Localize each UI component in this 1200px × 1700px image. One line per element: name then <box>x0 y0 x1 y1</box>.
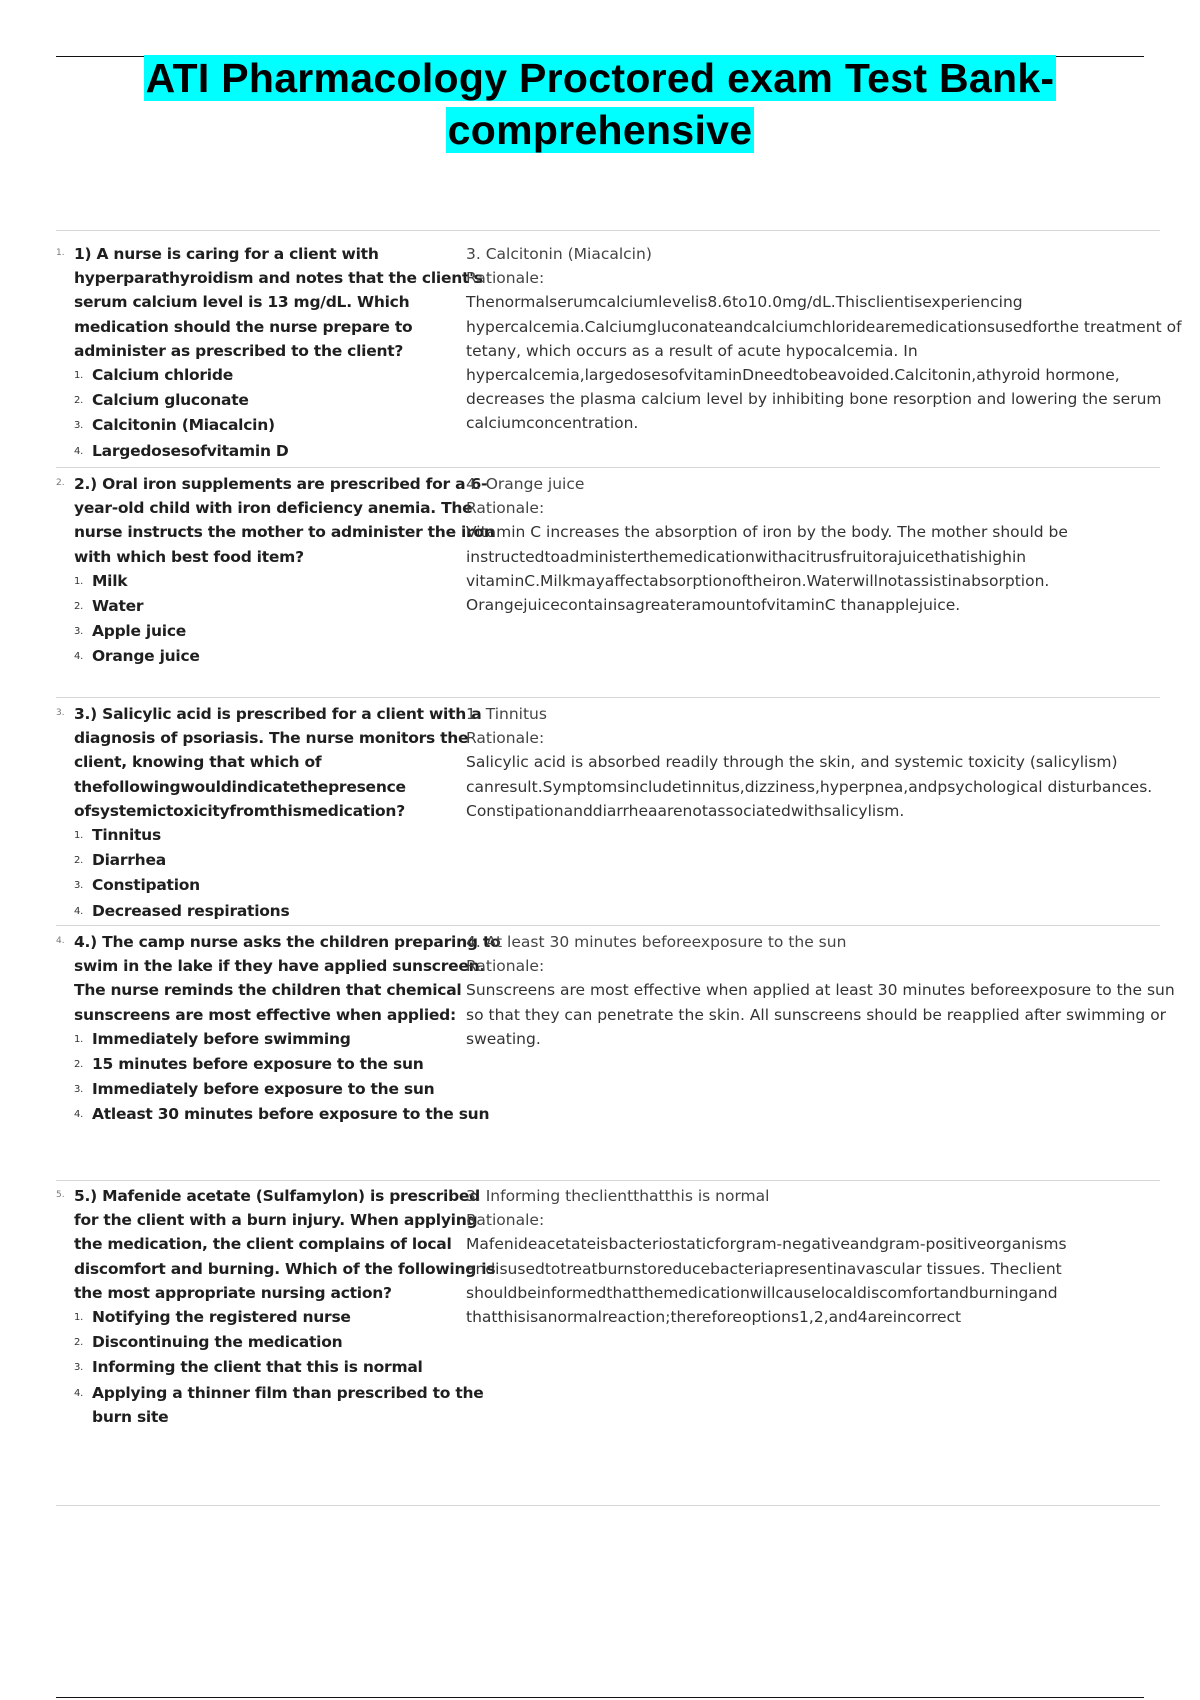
option-list <box>74 1027 504 1128</box>
bottom-rule <box>56 1697 1144 1698</box>
answer: 4. Orange juice <box>466 475 585 493</box>
option-text: Notifying the registered nurse <box>92 1308 351 1327</box>
option-item: 4. Applying a thinner film than prescribed to the burn site <box>74 1381 504 1429</box>
question <box>74 930 504 1128</box>
rationale-label: Rationale: <box>466 269 545 288</box>
rationale-text: Vitamin C increases the absorption of iron by the body. The mother should be instructedtoadministerthemedicationwithacitrusfruitorajuicethatishighin vitaminC.Milkmayaffectabsorptionoftheiron.Waterwillnotassistinabsorption. OrangejuicecontainsagreateramountofvitaminC thanapplejuice. <box>466 523 1068 615</box>
option-text: Immediately before swimming <box>92 1029 351 1048</box>
option-item: 4. Atleast 30 minutes before exposure to the sun <box>74 1102 504 1127</box>
option-text: Calcium gluconate <box>92 391 249 410</box>
option-text: Water <box>92 597 144 616</box>
title-line-2: comprehensive <box>447 107 753 153</box>
option-item: 1. Calcium chloride <box>74 363 504 388</box>
answer: 3. Informing theclientthatthis is normal <box>466 1187 770 1205</box>
rationale-label: Rationale: <box>466 729 545 748</box>
option-item: 3. Calcitonin (Miacalcin) <box>74 413 504 438</box>
option-text: Diarrhea <box>92 851 166 870</box>
question <box>74 472 504 670</box>
row-number: 5. <box>56 1190 65 1200</box>
option-text: Calcium chloride <box>92 366 233 385</box>
option-item: 2. 15 minutes before exposure to the sun <box>74 1052 504 1077</box>
row-number: 4. <box>56 936 65 946</box>
option-text: Calcitonin (Miacalcin) <box>92 416 275 435</box>
question <box>74 242 504 464</box>
option-item: 2. Discontinuing the medication <box>74 1330 504 1355</box>
option-text: Decreased respirations <box>92 901 290 920</box>
answer-block <box>466 702 1196 823</box>
answer-block <box>466 1184 1196 1329</box>
rationale-text: Sunscreens are most effective when applied at least 30 minutes beforeexposure to the sun so that they can penetrate the skin. All sunscreens should be reapplied after swimming or sweating. <box>466 981 1175 1048</box>
option-text: 15 minutes before exposure to the sun <box>92 1055 424 1074</box>
rationale-label: Rationale: <box>466 499 545 518</box>
row-number: 3. <box>56 708 65 718</box>
answer: 4. At least 30 minutes beforeexposure to the sun <box>466 933 847 951</box>
option-text: Constipation <box>92 876 200 895</box>
option-list <box>74 363 504 464</box>
row-separator <box>56 467 1160 468</box>
option-text: Discontinuing the medication <box>92 1333 343 1352</box>
question-prompt: 1) A nurse is caring for a client with hyperparathyroidism and notes that the client's serum calcium level is 13 mg/dL. Which medication should the nurse prepare to administer as prescribed to the client? <box>74 245 483 360</box>
rationale-text: Salicylic acid is absorbed readily through the skin, and systemic toxicity (salicylism) canresult.Symptomsincludetinnitus,dizziness,hyperpnea,andpsychological disturbances. Constipationanddiarrheaarenotassociatedwithsalicylism. <box>466 753 1153 820</box>
option-item: 4. Orange juice <box>74 644 504 669</box>
option-item: 1. Notifying the registered nurse <box>74 1305 504 1330</box>
answer-block <box>466 242 1196 436</box>
rationale-text: Thenormalserumcalciumlevelis8.6to10.0mg/dL.Thisclientisexperiencing hypercalcemia.Calciumgluconateandcalciumchloridearemedicationsusedforthe treatment of tetany, which occurs as a result of acute hypocalcemia. In hypercalcemia,largedosesofvitaminDneedtobeavoided.Calcitonin,athyroid hormone, decreases the plasma calcium level by inhibiting bone resorption and lowering the serum calciumconcentration. <box>466 293 1182 433</box>
row-number: 1. <box>56 248 65 258</box>
option-list <box>74 823 504 924</box>
option-text: Immediately before exposure to the sun <box>92 1080 435 1099</box>
option-text: Largedosesofvitamin D <box>92 441 289 460</box>
row-separator <box>56 1505 1160 1506</box>
option-text: Atleast 30 minutes before exposure to the sun <box>92 1105 490 1124</box>
question <box>74 1184 504 1429</box>
row-separator <box>56 230 1160 231</box>
option-item: 2. Calcium gluconate <box>74 388 504 413</box>
option-item: 3. Informing the client that this is normal <box>74 1355 504 1380</box>
question <box>74 702 504 924</box>
row-number: 2. <box>56 478 65 488</box>
question-prompt: 2.) Oral iron supplements are prescribed for a 6-year-old child with iron deficiency anemia. The nurse instructs the mother to administer the iron with which best food item? <box>74 475 495 566</box>
option-list <box>74 569 504 670</box>
option-item: 3. Immediately before exposure to the sun <box>74 1077 504 1102</box>
option-text: Milk <box>92 571 128 590</box>
option-item: 1. Tinnitus <box>74 823 504 848</box>
rationale-text: Mafenideacetateisbacteriostaticforgram-negativeandgram-positiveorganisms andisusedtotreatburnstoreducebacteriapresentinavascular tissues. Theclient shouldbeinformedthatthemedicationwillcauselocaldiscomfortandburningand thatthisisanormalreaction;thereforeoptions1,2,and4areincorrect <box>466 1235 1067 1327</box>
answer: 1. Tinnitus <box>466 705 547 723</box>
rationale-label: Rationale: <box>466 957 545 976</box>
option-text: Informing the client that this is normal <box>92 1358 423 1377</box>
option-list <box>74 1305 504 1429</box>
question-prompt: 4.) The camp nurse asks the children preparing to swim in the lake if they have applied sunscreen. The nurse reminds the children that chemical sunscreens are most effective when applied: <box>74 933 501 1024</box>
row-separator <box>56 925 1160 926</box>
option-text: Tinnitus <box>92 826 161 845</box>
option-item: 2. Water <box>74 594 504 619</box>
option-item: 4. Largedosesofvitamin D <box>74 439 504 464</box>
option-item: 4. Decreased respirations <box>74 899 504 924</box>
title-line-1: ATI Pharmacology Proctored exam Test Bank- <box>145 55 1055 101</box>
page-title <box>56 52 1144 156</box>
question-prompt: 5.) Mafenide acetate (Sulfamylon) is prescribed for the client with a burn injury. When applying the medication, the client complains of local discomfort and burning. Which of the following is the most appropriate nursing action? <box>74 1187 496 1302</box>
option-text: Apple juice <box>92 622 187 641</box>
option-item: 1. Immediately before swimming <box>74 1027 504 1052</box>
answer: 3. Calcitonin (Miacalcin) <box>466 245 652 263</box>
row-separator <box>56 697 1160 698</box>
rationale-label: Rationale: <box>466 1211 545 1230</box>
option-item: 3. Apple juice <box>74 619 504 644</box>
option-item: 1. Milk <box>74 569 504 594</box>
option-item: 2. Diarrhea <box>74 848 504 873</box>
option-text: Applying a thinner film than prescribed to the burn site <box>92 1383 484 1426</box>
answer-block <box>466 472 1196 617</box>
answer-block <box>466 930 1196 1051</box>
question-prompt: 3.) Salicylic acid is prescribed for a client with a diagnosis of psoriasis. The nurse monitors the client, knowing that which of thefollowingwouldindicatethepresence ofsystemictoxicityfromthismedication? <box>74 705 482 820</box>
option-text: Orange juice <box>92 647 200 666</box>
option-item: 3. Constipation <box>74 873 504 898</box>
row-separator <box>56 1180 1160 1181</box>
